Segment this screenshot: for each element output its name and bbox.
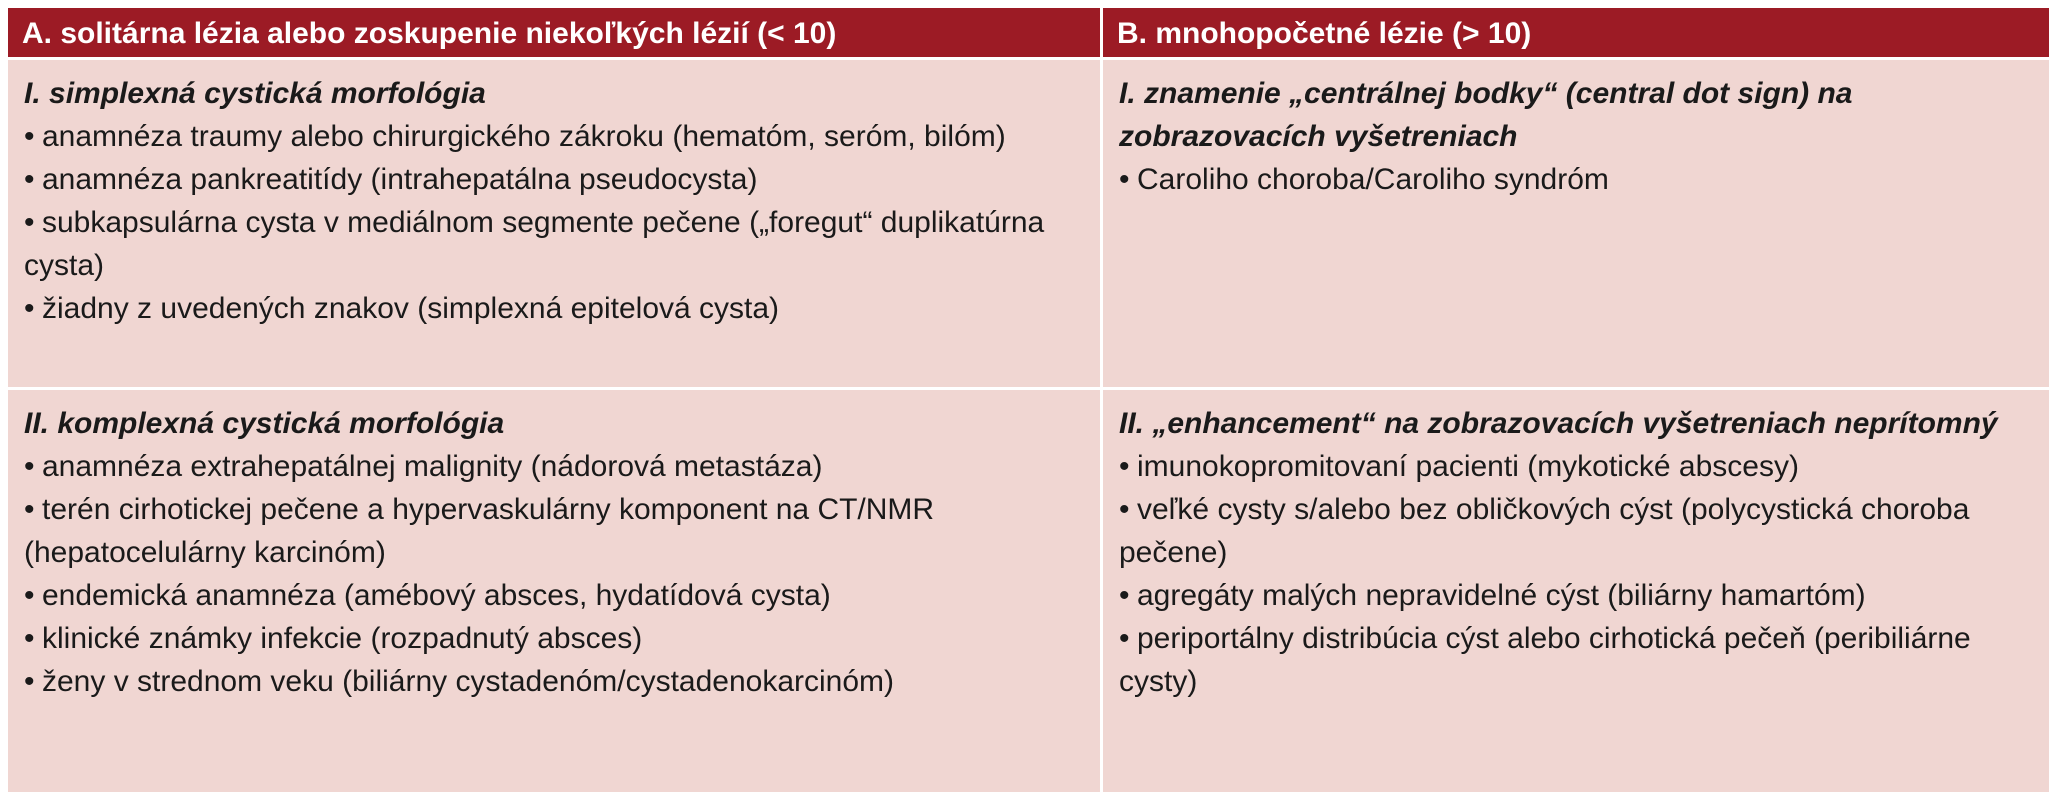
list-item-text: endemická anamnéza (amébový absces, hydatídová cysta) [42,579,831,612]
bullet-icon: • [1119,450,1130,483]
list-item-text: agregáty malých nepravidelné cýst (biliárny hamartóm) [1137,579,1866,612]
bullet-icon: • [24,292,35,325]
list-item [24,617,1084,660]
list-item-text: terén cirhotickej pečene a hypervaskulárny komponent na CT/NMR (hepatocelulárny karcinóm) [24,493,935,569]
cell-row2-col-b [1103,390,2049,795]
bullet-icon: • [1119,493,1130,526]
header-column-b: B. mnohopočetné lézie (> 10) [1103,8,2049,60]
list-item-text: anamnéza pankreatitídy (intrahepatálna pseudocysta) [42,163,758,196]
bullet-icon: • [24,579,35,612]
section-title: I. znamenie „centrálnej bodky“ (central dot sign) na zobrazovacích vyšetreniach [1119,77,1853,153]
cell-row1-col-b [1103,60,2049,390]
section-title: II. „enhancement“ na zobrazovacích vyšetreniach neprítomný [1119,407,1998,440]
list-item-text: žiadny z uvedených znakov (simplexná epitelová cysta) [42,292,780,325]
bullet-icon: • [24,665,35,698]
list-item-text: ženy v strednom veku (biliárny cystadenóm/cystadenokarcinóm) [42,665,895,698]
list-item [24,660,1084,703]
list-item [1119,574,2033,617]
list-item-text: periportálny distribúcia cýst alebo cirhotická pečeň (peribiliárne cysty) [1119,622,1971,698]
list-item [1119,445,2033,488]
list-item [24,445,1084,488]
list-item [1119,617,2033,703]
list-item [24,115,1084,158]
header-column-a: A. solitárna lézia alebo zoskupenie niekoľkých lézií (< 10) [8,8,1103,60]
bullet-icon: • [1119,622,1130,655]
bullet-icon: • [24,493,35,526]
cell-row2-col-a [8,390,1103,795]
bullet-icon: • [24,622,35,655]
list-item [24,158,1084,201]
list-item-text: subkapsulárna cysta v mediálnom segmente pečene („foregut“ duplikatúrna cysta) [24,206,1045,282]
bullet-icon: • [24,120,35,153]
list-item [1119,488,2033,574]
list-item [24,488,1084,574]
list-item [24,574,1084,617]
list-item-text: klinické známky infekcie (rozpadnutý absces) [42,622,643,655]
bullet-list [1119,158,2033,201]
bullet-icon: • [24,206,35,239]
cell-row1-col-a [8,60,1103,390]
bullet-icon: • [1119,579,1130,612]
bullet-icon: • [24,450,35,483]
differential-table [8,8,2049,795]
bullet-icon: • [24,163,35,196]
list-item [24,201,1084,287]
list-item [24,287,1084,330]
bullet-list [24,115,1084,330]
section-title: II. komplexná cystická morfológia [24,407,505,440]
list-item-text: veľké cysty s/alebo bez obličkových cýst (polycystická choroba pečene) [1119,493,1970,569]
bullet-list [24,445,1084,703]
list-item-text: anamnéza traumy alebo chirurgického zákroku (hematóm, seróm, bilóm) [42,120,1006,153]
bullet-list [1119,445,2033,703]
section-title: I. simplexná cystická morfológia [24,77,486,110]
list-item-text: imunokopromitovaní pacienti (mykotické abscesy) [1137,450,1799,483]
list-item-text: anamnéza extrahepatálnej malignity (nádorová metastáza) [42,450,823,483]
bullet-icon: • [1119,163,1130,196]
list-item-text: Caroliho choroba/Caroliho syndróm [1137,163,1609,196]
list-item [1119,158,2033,201]
